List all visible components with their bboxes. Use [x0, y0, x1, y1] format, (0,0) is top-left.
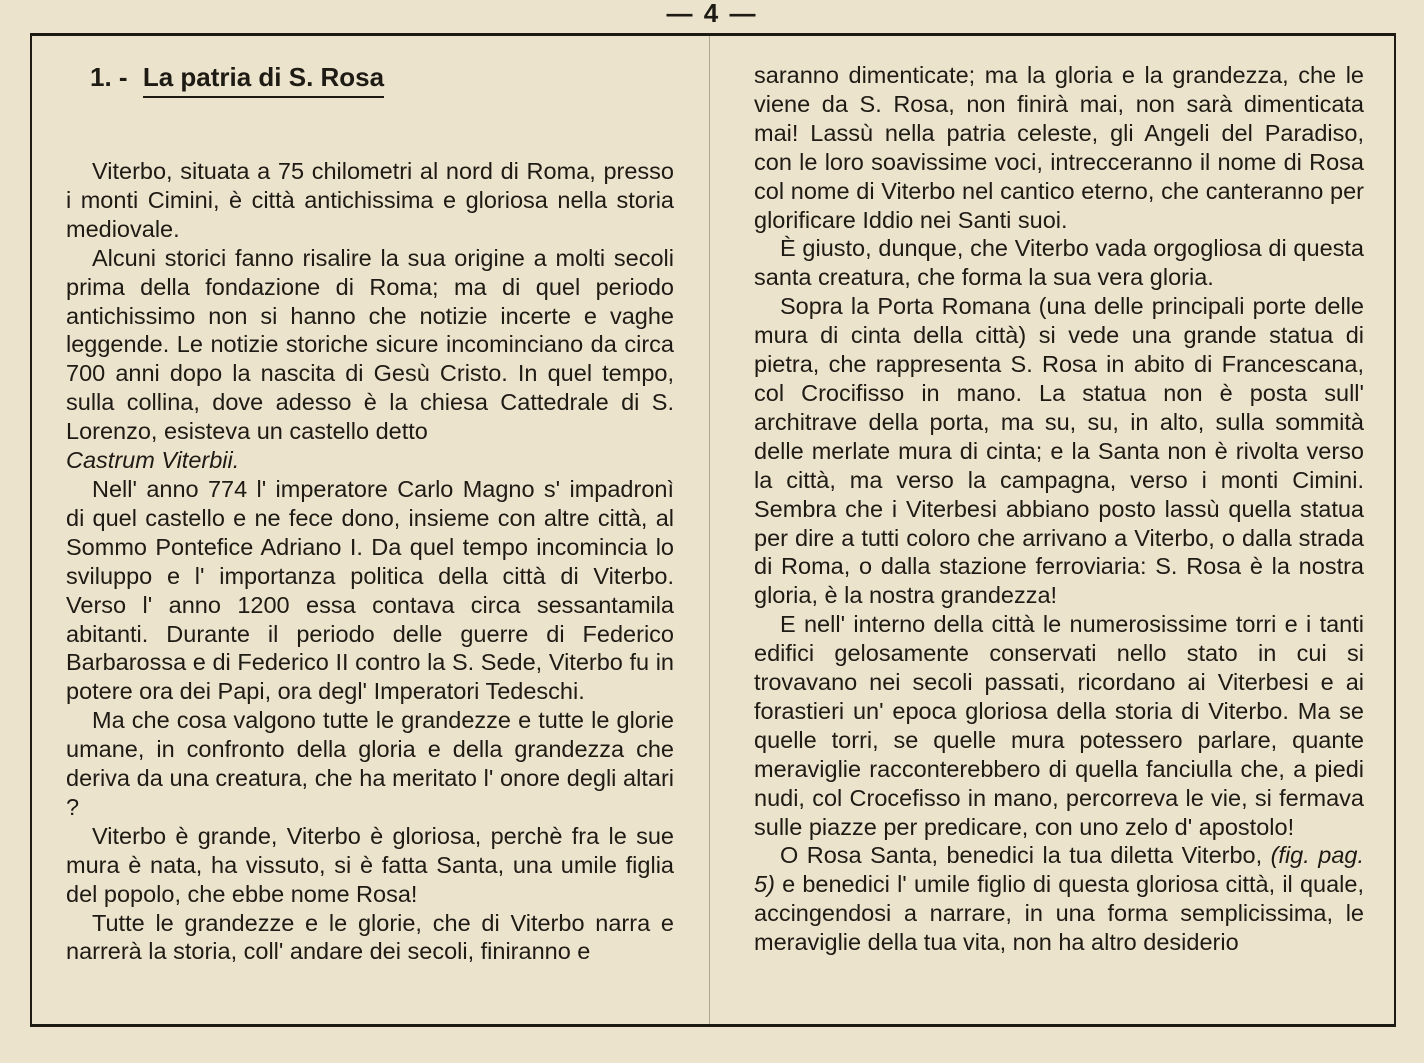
paragraph: Nell' anno 774 l' imperatore Carlo Magno s' impadronì di quel castello e ne fece dono, insieme con altre città, al Sommo Pontefice Adriano I. Da quel tempo incomincia lo sviluppo e l' importanza politica della città di Viterbo. Verso l' anno 1200 essa contava circa sessantamila abitanti. Durante il periodo delle guerre di Federico Barbarossa e di Federico II contro la S. Sede, Viterbo fu in potere ora dei Papi, ora degl' Imperatori Tedeschi. [66, 475, 674, 705]
left-body [66, 157, 674, 966]
paragraph: Viterbo è grande, Viterbo è gloriosa, perchè fra le sue mura è nata, ha vissuto, si è fatta Santa, una umile figlia del popolo, che ebbe nome Rosa! [66, 822, 674, 907]
paragraph-text: O Rosa Santa, benedici la tua diletta Viterbo, [780, 842, 1263, 869]
paragraph: Ma che cosa valgono tutte le grandezze e tutte le glorie umane, in confronto della gloria e della grandezza che deriva da una creatura, che ha meritato l' onore degli altari ? [66, 707, 674, 820]
paragraph-text: Alcuni storici fanno risalire la sua origine a molti secoli prima della fondazione di Roma; ma di quel periodo antichissimo non si hanno che notizie incerte e vaghe leggende. Le notizie storiche sicure incominciano da circa 700 anni dopo la nascita di Gesù Cristo. In quel tempo, sulla collina, dove adesso è la chiesa Cattedrale di S. Lorenzo, esisteva un castello detto [66, 244, 674, 445]
page-number: — 4 — [666, 0, 758, 28]
paragraph-text: e benedici l' umile figlio di questa gloriosa città, il quale, accingendosi a narrare, in una forma semplicissima, le meraviglie della tua vita, non ha altro desiderio [754, 871, 1364, 956]
paragraph: Viterbo, situata a 75 chilometri al nord di Roma, presso i monti Cimini, è città antichissima e gloriosa nella storia mediovale. [66, 158, 674, 242]
paragraph: Sopra la Porta Romana (una delle principali porte delle mura di cinta della città) si vede una grande statua di pietra, che rappresenta S. Rosa in abito di Francescana, col Crocifisso in mano. La statua non è posta sull' architrave della porta, ma su, su, in alto, sulla sommità delle merlate mura di cinta; e la Santa non è rivolta verso la città, ma verso la campagna, verso i monti Cimini. Sembra che i Viterbesi abbiano posto lassù quella statua per dire a tutti coloro che arrivano a Viterbo, o dalla strada di Roma, o dalla stazione ferroviaria: S. Rosa è la nostra gloria, è la nostra grandezza! [754, 293, 1364, 609]
right-column [754, 61, 1364, 957]
chapter-number: 1. - [90, 62, 128, 92]
italic-term: Castrum Viterbii. [66, 447, 240, 474]
figure-reference: (fig. pag. 5) [754, 842, 1364, 898]
paragraph [754, 841, 1364, 957]
paragraph: E nell' interno della città le numerosissime torri e i tanti edifici gelosamente conservati nello stato in cui si trovavano nei secoli passati, ricordano ai Viterbesi e ai forastieri un' epoca gloriosa della storia di Viterbo. Ma se quelle torri, se quelle mura potessero parlare, quante meraviglie racconterebbero di quella fanciulla che, a piedi nudi, col Crocefisso in mano, percorreva le vie, si fermava sulle piazze per predicare, con uno zelo d' apostolo! [754, 611, 1364, 840]
column-divider [709, 36, 710, 1024]
paragraph: Tutte le grandezze e le glorie, che di Viterbo narra e narrerà la storia, coll' andare dei secoli, finiranno e [66, 909, 674, 965]
chapter-heading [90, 60, 674, 98]
paragraph: saranno dimenticate; ma la gloria e la grandezza, che le viene da S. Rosa, non finirà mai, non sarà dimenticata mai! Lassù nella patria celeste, gli Angeli del Paradiso, con le loro soavissime voci, intrecceranno il nome di Rosa col nome di Viterbo nel cantico eterno, che canteranno per glorificare Iddio nei Santi suoi. [754, 62, 1364, 233]
chapter-title: La patria di S. Rosa [143, 60, 384, 98]
paragraph: È giusto, dunque, che Viterbo vada orgogliosa di questa santa creatura, che forma la sua vera gloria. [754, 235, 1364, 291]
paragraph [66, 244, 674, 475]
left-column [66, 60, 674, 966]
